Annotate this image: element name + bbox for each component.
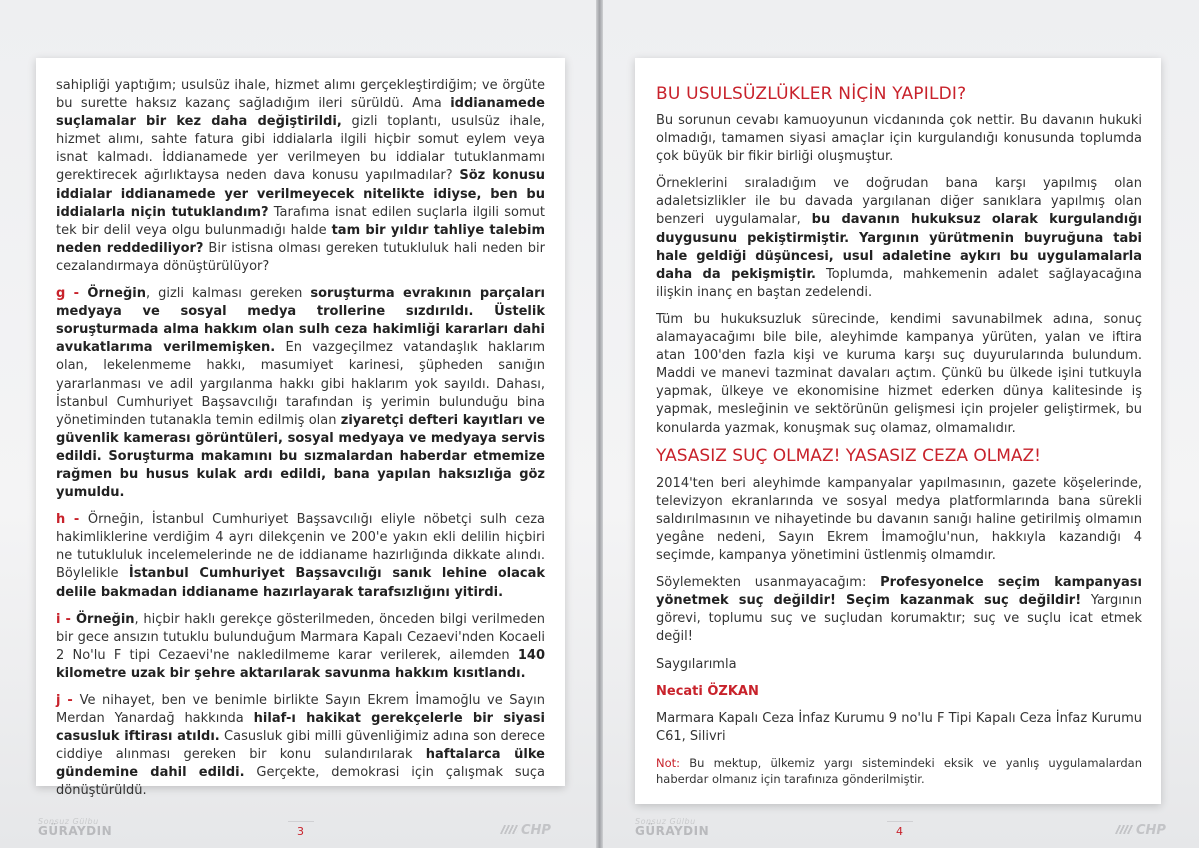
paragraph <box>656 574 1142 646</box>
section-heading-2: YASASIZ SUÇ OLMAZ! YASASIZ CEZA OLMAZ! <box>656 445 1041 466</box>
text-run: Yargının görevi, toplumu suç ve suçludan korumaktır; suç ve suçlu icat etmek değil! <box>656 593 1143 645</box>
text-run: 2014'ten beri aleyhimde kampanyalar yapılmasının, gazete köşelerinde, televizyon ekranlarında ve sosyal medya platformlarında bana sürekli saldırılmasının ve nihayetinde bu davanın sanığı haline getirilmiş olmamın yegâne nedeni, Sayın Ekrem İmamoğlu'nun, hakkıyla kazandığı 4 seçimde, kampanya yönetimini üstlenmiş olmamdır. <box>656 475 1142 564</box>
bold-text: Söz konusu iddialar iddianamede yer verilmeyecek nitelikte idiyse, ben bu iddialarla niçin tutuklandım? <box>56 168 545 220</box>
party-stripes-icon <box>500 825 520 834</box>
right-page <box>603 0 1199 848</box>
left-body-text <box>56 77 545 810</box>
paragraph <box>656 112 1142 166</box>
left-content-card <box>36 58 565 799</box>
item-letter: i - <box>56 611 76 627</box>
bold-text: ziyaretçi defteri kayıtları ve güvenlik kamerası görüntüleri, sosyal medyaya ve medyaya servis edildi. Soruşturma makamını bu sızmalardan haberdar etmemize rağmen bu husus kulak ardı edildi, bana yapılan haksızlığa göz yumuldu. <box>56 412 545 501</box>
item-i <box>56 611 545 683</box>
left-page <box>0 0 596 848</box>
text-run: sahipliği yaptığım; usulsüz ihale, hizmet alımı gerçekleştirdiğim; ve örgüte bu surette haksız kazanç sağladığım ileri sürüldü. Ama <box>56 78 545 112</box>
bold-text: bu davanın hukuksuz olarak kurgulandığı duygusunu pekiştirmiştir. Yargının yürütmenin buyruğuna tabi hale geldiği düşüncesi, usul adaletine aykırı bu uygulamalarla daha da pekişmiştir. <box>656 212 1142 282</box>
page-number-divider <box>887 821 913 822</box>
bold-text: 140 kilometre uzak bir şehre aktarılarak savunma hakkım kısıtlandı. <box>56 647 545 681</box>
text-run: Söylemekten usanmayacağım: <box>656 575 881 591</box>
signer-name: Necati ÖZKAN <box>656 683 759 699</box>
book-gutter <box>596 0 603 848</box>
bold-text: Profesyonelce seçim kampanyası yönetmek suç değildir! Seçim kazanmak suç değildir! <box>656 575 1143 609</box>
party-logo-text: CHP <box>1136 823 1166 838</box>
bold-text: Örneğin <box>75 611 135 627</box>
text-run: Bir istisna olması gereken tutukluluk hali neden bir cezalandırmaya dönüştürülüyor? <box>56 240 545 274</box>
item-letter: h - <box>56 512 88 528</box>
text-run: Casusluk gibi milli güvenliğimiz adına son derece ciddiye alınması gereken bir konu sulandırılarak <box>56 729 545 763</box>
bold-text: tam bir yıldır tahliye talebim neden reddediliyor? <box>56 222 545 256</box>
logo-signature: Sonsuz Gülbu <box>635 817 696 826</box>
text-run: , gizli kalması gereken <box>145 286 311 302</box>
party-stripes-icon <box>1115 825 1135 834</box>
item-letter: g - <box>56 286 88 302</box>
bold-text: iddianamede suçlamalar bir kez daha değiştirildi, <box>56 96 545 130</box>
bold-text: soruşturma evrakının parçaları medyaya ve sosyal medya trollerine sızdırıldı. Üstelik soruşturmada alma hakkım olan sulh ceza hakimliği kararları dahi avukatlarıma verilmemişken. <box>56 286 545 356</box>
bold-text: Örneğin <box>87 286 146 302</box>
page-number: 4 <box>896 825 903 838</box>
logo-text: GÜRAYDIN <box>635 824 710 838</box>
paragraph <box>656 311 1142 438</box>
text-run: Gerçekte, demokrasi için çalışmak suça dönüştürüldü. <box>56 765 546 799</box>
item-letter: j - <box>56 693 80 708</box>
item-h <box>56 511 545 601</box>
text-run: Örneğin, İstanbul Cumhuriyet Başsavcılığı eliyle nöbetçi sulh ceza hakimliklerine verdiğim 4 ayrı dilekçenin ve 200'e yakın ekli delilin hiçbiri ne tutukluluk incelemelerinde ne de iddianame hazırlığında dikkate alındı. Böylelikle <box>56 512 545 582</box>
bold-text: haftalarca ülke gündemine dahil edildi. <box>56 747 545 781</box>
text-run: Ve nihayet, ben ve benimle birlikte Sayın Ekrem İmamoğlu ve Sayın Merdan Yanardağ hakkında <box>56 693 545 727</box>
party-logo <box>1117 823 1166 838</box>
note-label: Not: <box>656 755 681 770</box>
note-text: Bu mektup, ülkemiz yargı sistemindeki eksik ve yanlış uygulamalardan haberdar olmanız için tarafınıza gönderilmiştir. <box>656 755 1142 786</box>
address: Marmara Kapalı Ceza İnfaz Kurumu 9 no'lu F Tipi Kapalı Ceza İnfaz Kurumu C61, Silivri <box>656 710 1142 744</box>
text-run: , hiçbir haklı gerekçe gösterilmeden, önceden bilgi verilmeden bir gece ansızın tutuklu bulunduğum Marmara Kapalı Cezaevi'nden Kocaeli 2 No'lu F tipi Cezaevi'ne nakledilmeme karar verilerek, ailemden <box>56 611 545 663</box>
note <box>656 755 1142 787</box>
footer-logo <box>38 817 112 838</box>
paragraph <box>656 475 1142 565</box>
paragraph <box>656 175 1142 302</box>
closing: Saygılarımla <box>656 656 737 672</box>
paragraph <box>56 77 545 276</box>
text-run: Bu sorunun cevabı kamuoyunun vicdanında çok nettir. Bu davanın hukuki olmadığı, tamamen siyasi amaçlar için kurgulandığı konusunda toplumda çok büyük bir fikir birliği oluşmuştur. <box>656 113 1142 165</box>
section-heading-1: BU USULSÜZLÜKLER NİÇİN YAPILDI? <box>656 84 967 104</box>
text-run: Tarafıma isnat edilen suçlarla ilgili somut tek bir delil veya olgu bulunmadığı halde <box>56 204 545 238</box>
text-run: Toplumda, mahkemenin adalet sağlayacağına ilişkin inanç en baştan zedelendi. <box>656 266 1142 300</box>
right-content-card <box>635 58 1161 804</box>
footer-logo <box>635 817 709 838</box>
right-body-text <box>656 112 1142 796</box>
logo-signature: Sonsuz Gülbu <box>38 817 99 826</box>
text-run: En vazgeçilmez vatandaşlık haklarım olan, lekelenmeme hakkı, masumiyet karinesi, şüpheden sanığın yararlanması ve adil yargılanma hakkı gibi haklarım yok sayıldı. Dahası, İstanbul Cumhuriyet Başsavcılığı tarafından iş yerimin bulunduğu bina yönetiminden tutanakla temin edilmiş olan <box>56 340 545 428</box>
text-run: Tüm bu hukuksuzluk sürecinde, kendimi savunabilmek adına, sonuç alamayacağımı bile bile, aleyhimde kampanya yürüten, yalan ve iftira atan 100'den fazla kişi ve kuruma karşı suç duyurularında bulundum. Maddi ve manevi tazminat davaları açtım. Çünkü bu ülkede işini tutkuyla yapmak, ülkeye ve ekonomisine hizmet ederken dünya kalitesinde iş yapmak, mesleğinin ve sektörünün gelişmesi için projeler geliştirmek, bu konularda yazmak, konuşmak suç olamaz, olmamalıdır. <box>656 311 1142 436</box>
party-logo <box>502 823 551 838</box>
party-logo-text: CHP <box>521 823 551 838</box>
bold-text: İstanbul Cumhuriyet Başsavcılığı sanık lehine olacak delile bakmadan iddianame hazırlayarak tarafsızlığını yitirdi. <box>56 566 545 600</box>
item-j <box>56 692 545 801</box>
text-run: Örneklerini sıraladığım ve doğrudan bana karşı yapılmış olan adaletsizlikler ile bu davada yargılanan diğer sanıklara yapılmış olan benzeri uygulamalar, <box>656 176 1142 228</box>
logo-text: GÜRAYDIN <box>38 824 113 838</box>
item-g <box>56 285 545 502</box>
page-number-divider <box>288 821 314 822</box>
page-number: 3 <box>297 825 304 838</box>
text-run: gizli toplantı, usulsüz ihale, hizmet alımı, sahte fatura gibi iddialarla ilgili hiçbir somut eylem veya isnat kalmadı. İddianamede yer verilmeyen bu iddialar tutuklanmamı gerektirecek ağırlıktaysa neden dava konusu yapılmadılar? <box>56 114 545 184</box>
bold-text: hilaf-ı hakikat gerekçelerle bir siyasi casusluk iftirası atıldı. <box>56 711 545 745</box>
